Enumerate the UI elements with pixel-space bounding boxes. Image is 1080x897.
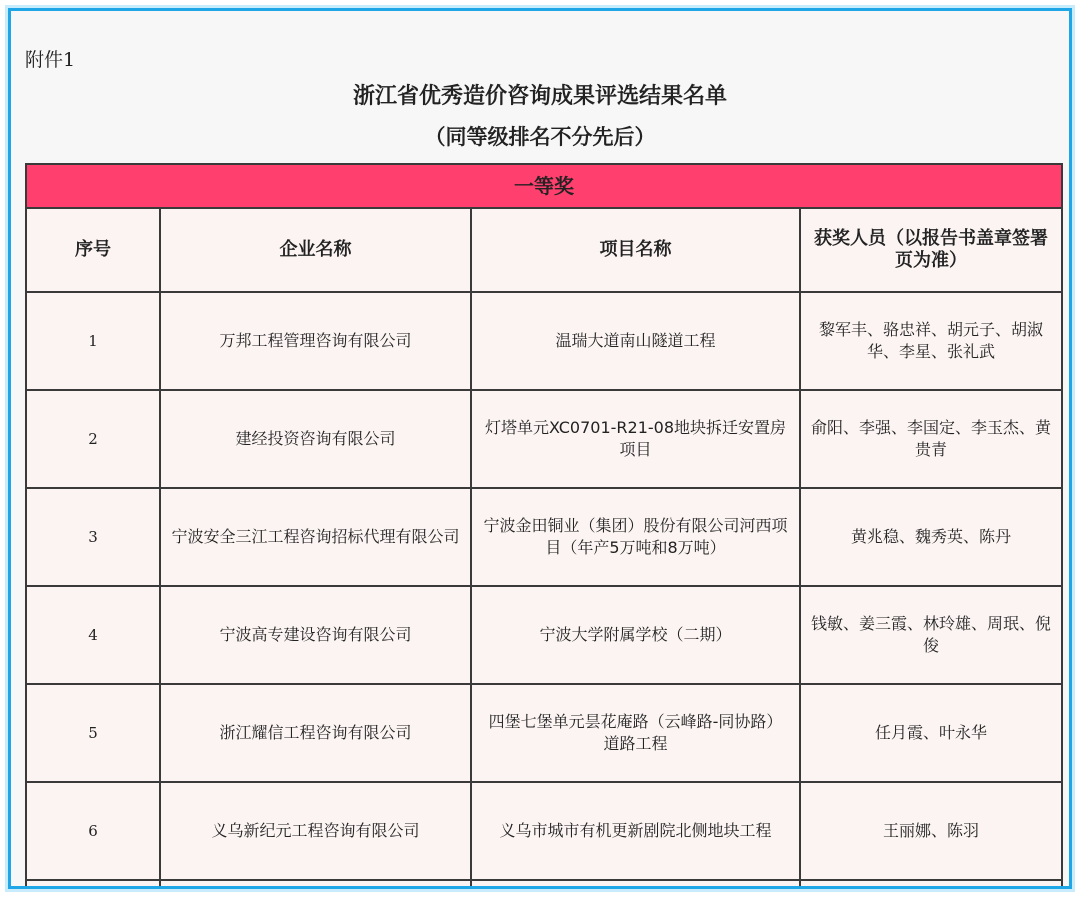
row-company: 宁波安全三江工程咨询招标代理有限公司 <box>160 488 471 586</box>
row-winners: 黎军丰、骆忠祥、胡元子、胡淑华、李星、张礼武 <box>800 292 1062 390</box>
row-index: 1 <box>26 292 160 390</box>
results-table <box>25 163 1063 889</box>
table-row <box>26 684 1062 782</box>
row-project: 义乌市城市有机更新剧院北侧地块工程 <box>471 782 800 880</box>
row-winners: 钱敏、姜三霞、林玲雄、周珉、倪俊 <box>800 586 1062 684</box>
header-index: 序号 <box>26 208 160 292</box>
row-winners: 王丽娜、陈羽 <box>800 782 1062 880</box>
row-company: 万邦工程管理咨询有限公司 <box>160 292 471 390</box>
table-row <box>26 292 1062 390</box>
row-winners: 任月霞、叶永华 <box>800 684 1062 782</box>
table-header-row <box>26 208 1062 292</box>
table-row <box>26 782 1062 880</box>
table-row <box>26 488 1062 586</box>
document-subtitle: （同等级排名不分先后） <box>424 125 656 149</box>
header-project: 项目名称 <box>471 208 800 292</box>
award-level-label: 一等奖 <box>26 164 1062 208</box>
document-frame <box>8 8 1072 889</box>
row-company: 宁波高专建设咨询有限公司 <box>160 586 471 684</box>
row-index: 5 <box>26 684 160 782</box>
row-index: 4 <box>26 586 160 684</box>
attachment-label: 附件1 <box>25 49 76 71</box>
row-index: 3 <box>26 488 160 586</box>
partial-cell <box>160 880 471 889</box>
table-row-partial <box>26 880 1062 889</box>
row-company: 义乌新纪元工程咨询有限公司 <box>160 782 471 880</box>
row-company: 建经投资咨询有限公司 <box>160 390 471 488</box>
partial-cell <box>800 880 1062 889</box>
row-index: 6 <box>26 782 160 880</box>
row-project: 宁波金田铜业（集团）股份有限公司河西项目（年产5万吨和8万吨） <box>471 488 800 586</box>
row-index: 2 <box>26 390 160 488</box>
row-project: 四堡七堡单元昙花庵路（云峰路-同协路）道路工程 <box>471 684 800 782</box>
row-project: 宁波大学附属学校（二期） <box>471 586 800 684</box>
header-company: 企业名称 <box>160 208 471 292</box>
row-winners: 黄兆稳、魏秀英、陈丹 <box>800 488 1062 586</box>
award-level-row <box>26 164 1062 208</box>
partial-cell <box>26 880 160 889</box>
header-winners: 获奖人员（以报告书盖章签署页为准） <box>800 208 1062 292</box>
table-row <box>26 390 1062 488</box>
row-project: 灯塔单元XC0701-R21-08地块拆迁安置房项目 <box>471 390 800 488</box>
partial-cell <box>471 880 800 889</box>
row-winners: 俞阳、李强、李国定、李玉杰、黄贵青 <box>800 390 1062 488</box>
document-title: 浙江省优秀造价咨询成果评选结果名单 <box>352 84 727 109</box>
row-company: 浙江耀信工程咨询有限公司 <box>160 684 471 782</box>
row-project: 温瑞大道南山隧道工程 <box>471 292 800 390</box>
table-row <box>26 586 1062 684</box>
